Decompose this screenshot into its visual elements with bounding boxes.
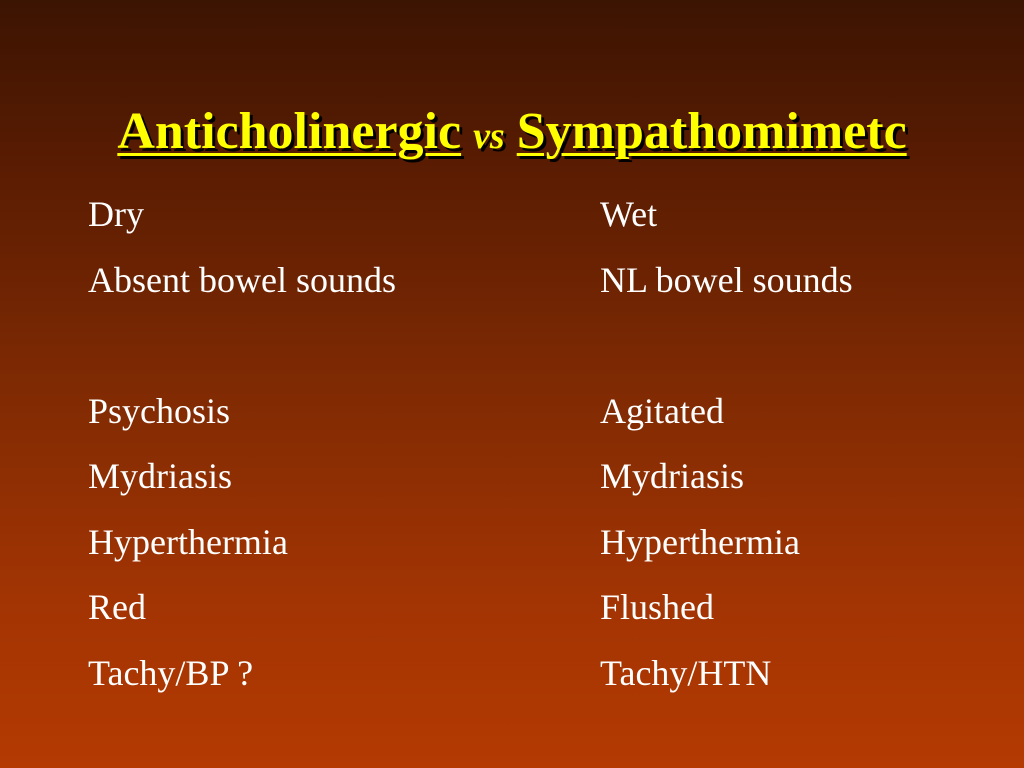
list-item: Agitated xyxy=(600,390,724,431)
list-item: Psychosis xyxy=(88,390,231,431)
list-item: NL bowel sounds xyxy=(600,259,853,300)
anticholinergic-column xyxy=(88,188,396,712)
list-item: Wet xyxy=(600,194,658,234)
list-spacer xyxy=(88,319,396,385)
list-item: Tachy/BP ? xyxy=(88,652,254,693)
list-item: Flushed xyxy=(600,587,715,627)
list-spacer xyxy=(600,319,853,385)
list-item: Red xyxy=(88,587,146,627)
list-item: Hyperthermia xyxy=(600,521,800,562)
list-item: Dry xyxy=(88,194,144,234)
list-item: Tachy/HTN xyxy=(600,652,772,693)
title-sympathomimetic: Sympathomimetc xyxy=(516,103,907,160)
list-item: Hyperthermia xyxy=(88,521,288,562)
sympathomimetic-column xyxy=(600,188,853,712)
list-item: Mydriasis xyxy=(600,456,744,496)
list-item: Mydriasis xyxy=(88,456,232,496)
title-vs: vs xyxy=(473,115,505,157)
slide-title xyxy=(0,103,1024,160)
title-anticholinergic: Anticholinergic xyxy=(117,103,462,160)
list-item: Absent bowel sounds xyxy=(88,259,396,300)
